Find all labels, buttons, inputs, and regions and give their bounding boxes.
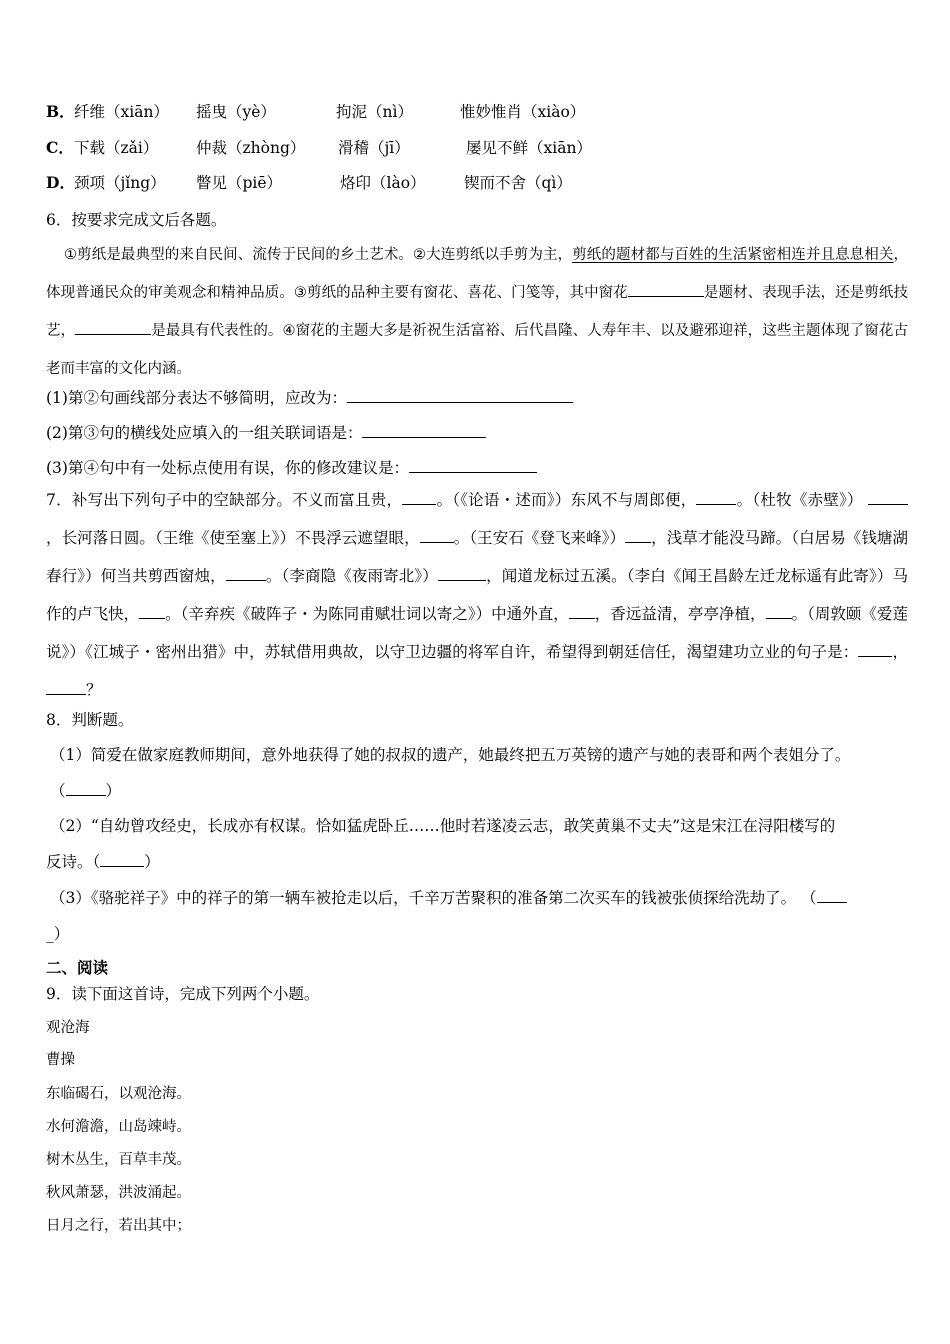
item-text: 反诗。（ — [46, 853, 101, 871]
option-b — [46, 102, 906, 122]
question-7 — [46, 481, 908, 709]
question-text: ，长河落日圆。（王维《使至塞上》）不畏浮云遮望眼， — [46, 529, 420, 547]
option-item: 瞥见（piē） — [196, 174, 283, 192]
poem-line: 日月之行，若出其中； — [46, 1218, 191, 1234]
poem-author: 曹操 — [46, 1052, 75, 1068]
answer-blank[interactable] — [46, 680, 86, 695]
option-item: 拘泥（nì） — [336, 103, 413, 121]
question-8-item-1 — [50, 745, 850, 765]
question-text: 7．补写出下列句子中的空缺部分。不义而富且贵， — [46, 491, 403, 509]
question-text: ，闻道龙标过五溪。（李白《闻王昌龄左迁龙标遥有此寄》）马作的卢飞快， — [46, 567, 908, 623]
question-text: 。（杜牧《赤壁》） — [736, 491, 863, 509]
paren-close: _） — [46, 925, 70, 943]
option-item: 纤维（xiān） — [74, 103, 169, 121]
option-item: 滑稽（jī） — [338, 139, 410, 157]
item-text: （3）《骆驼祥子》中的祥子的第一辆车被抢走以后，千辛万苦聚积的准备第二次买车的钱被张侦探给洗劫了。 （ — [50, 889, 817, 907]
option-c — [46, 138, 906, 158]
option-item: 颈项（jǐng） — [74, 174, 166, 192]
paren-close: ） — [105, 782, 122, 800]
question-text: ？ — [86, 681, 102, 699]
question-9-title: 9．读下面这首诗，完成下列两个小题。 — [46, 985, 320, 1003]
option-item: 摇曳（yè） — [196, 103, 276, 121]
question-text: 。（王安石《登飞来峰》） — [453, 529, 626, 547]
answer-blank[interactable] — [226, 566, 266, 581]
answer-blank[interactable] — [100, 852, 144, 867]
option-item: 屡见不鲜（xiān） — [466, 139, 592, 157]
poem-line: 水何澹澹，山岛竦峙。 — [46, 1119, 191, 1135]
answer-blank[interactable] — [75, 320, 151, 335]
answer-blank[interactable] — [625, 528, 651, 543]
question-6-sub-3 — [46, 458, 537, 478]
question-8-item-3 — [50, 888, 847, 908]
passage-text: ①剪纸是最典型的来自民间、流传于民间的乡土艺术。②大连剪纸以手剪为主， — [64, 247, 573, 263]
poem-title: 观沧海 — [46, 1020, 90, 1036]
question-8-item-2-answer — [46, 852, 160, 872]
passage-text: 是最具有代表性的。④窗花的主题大多是祈祝生活富裕、后代昌隆、人寿年丰、 — [151, 323, 661, 339]
section-heading: 二、阅读 — [46, 958, 109, 977]
sub-question-text: (3)第④句中有一处标点使用有误，你的修改建议是： — [46, 459, 409, 477]
option-item: 锲而不舍（qì） — [464, 174, 572, 192]
answer-blank[interactable] — [438, 566, 486, 581]
option-d — [46, 173, 906, 193]
question-8-item-2 — [50, 816, 835, 836]
option-item: 下载（zǎi） — [74, 139, 159, 157]
poem-line: 秋风萧瑟，洪波涌起。 — [46, 1185, 191, 1201]
answer-blank[interactable] — [139, 604, 165, 619]
answer-blank[interactable] — [817, 888, 847, 903]
question-8-title: 8．判断题。 — [46, 711, 134, 729]
question-text: ，浅草才能没马蹄。（白居易《钱塘湖春行》）何当共剪西窗烛， — [46, 529, 908, 585]
question-text: 。（《论语・述而》）东风不与周郎便， — [436, 491, 697, 509]
sub-question-text: (1)第②句画线部分表达不够简明，应改为： — [46, 389, 347, 407]
answer-blank[interactable] — [858, 642, 892, 657]
option-label: B． — [46, 102, 75, 121]
poem-line: 树木丛生，百草丰茂。 — [46, 1152, 191, 1168]
question-text: ，香远益清，亭亭净植， — [594, 605, 766, 623]
question-text: 。（辛弃疾《破阵子・为陈同甫赋壮词以寄之》）中通外直， — [165, 605, 569, 623]
answer-blank[interactable] — [402, 490, 436, 505]
answer-blank[interactable] — [628, 282, 704, 297]
option-item: 惟妙惟肖（xiào） — [460, 103, 586, 121]
underlined-phrase: 连并且息息相关 — [791, 247, 894, 263]
option-item: 仲裁（zhòng） — [196, 139, 306, 157]
item-text: （1）简爱在做家庭教师期间，意外地获得了她的叔叔的遗产，她最终把五万英镑的遗产与她的表哥和两个表姐分了。 — [50, 746, 851, 764]
paren-close: ） — [144, 853, 160, 871]
question-8-item-3-answer — [46, 924, 69, 944]
question-6-passage — [46, 236, 908, 388]
answer-blank[interactable] — [347, 388, 573, 403]
question-6-title: 6．按要求完成文后各题。 — [46, 211, 227, 229]
answer-blank[interactable] — [66, 781, 106, 796]
question-8-item-1-answer — [50, 781, 121, 801]
answer-blank[interactable] — [569, 604, 595, 619]
passage-text: 题材、表现手法，还是剪纸技艺， — [46, 285, 909, 339]
answer-blank[interactable] — [409, 458, 537, 473]
answer-blank[interactable] — [362, 423, 486, 438]
item-text: （2）“自幼曾攻经史，长成亦有权谋。恰如猛虎卧丘……他时若遂凌云志，敢笑黄巢不丈夫”这是宋江在浔阳楼写的 — [50, 817, 836, 835]
poem-line: 东临碣石，以观沧海。 — [46, 1086, 191, 1102]
question-text: 。（周敦颐《爱莲说》）《江城子・密州出猎》中，苏轼借用典故，以守卫边疆的将军自许，希望得到朝廷信任，渴望建功立业的句子是： — [46, 605, 908, 661]
underlined-phrase: 剪纸的题材都与百姓的生活紧密相 — [572, 247, 792, 263]
answer-blank[interactable] — [766, 604, 792, 619]
answer-blank[interactable] — [868, 490, 908, 505]
question-text: 。（李商隐《夜雨寄北》） — [265, 567, 438, 585]
option-label: C． — [46, 138, 74, 157]
passage-text: ，体现普通民众的审美观念和精神品质。③剪纸的品种主要有窗花、喜花、门笺等，其中窗花 — [46, 247, 909, 301]
option-item: 烙印（lào） — [340, 174, 426, 192]
option-label: D． — [46, 173, 75, 192]
answer-blank[interactable] — [420, 528, 454, 543]
question-text: ， — [892, 643, 908, 661]
question-6-sub-2 — [46, 423, 486, 443]
paren-open: （ — [50, 782, 66, 800]
question-6-sub-1 — [46, 388, 573, 408]
sub-question-text: (2)第③句的横线处应填入的一组关联词语是： — [46, 424, 363, 442]
passage-text: 是 — [703, 285, 719, 301]
passage-text: 以及避邪迎祥，这些主题体现了窗花古老而丰富的文化内涵。 — [46, 323, 909, 377]
answer-blank[interactable] — [696, 490, 736, 505]
